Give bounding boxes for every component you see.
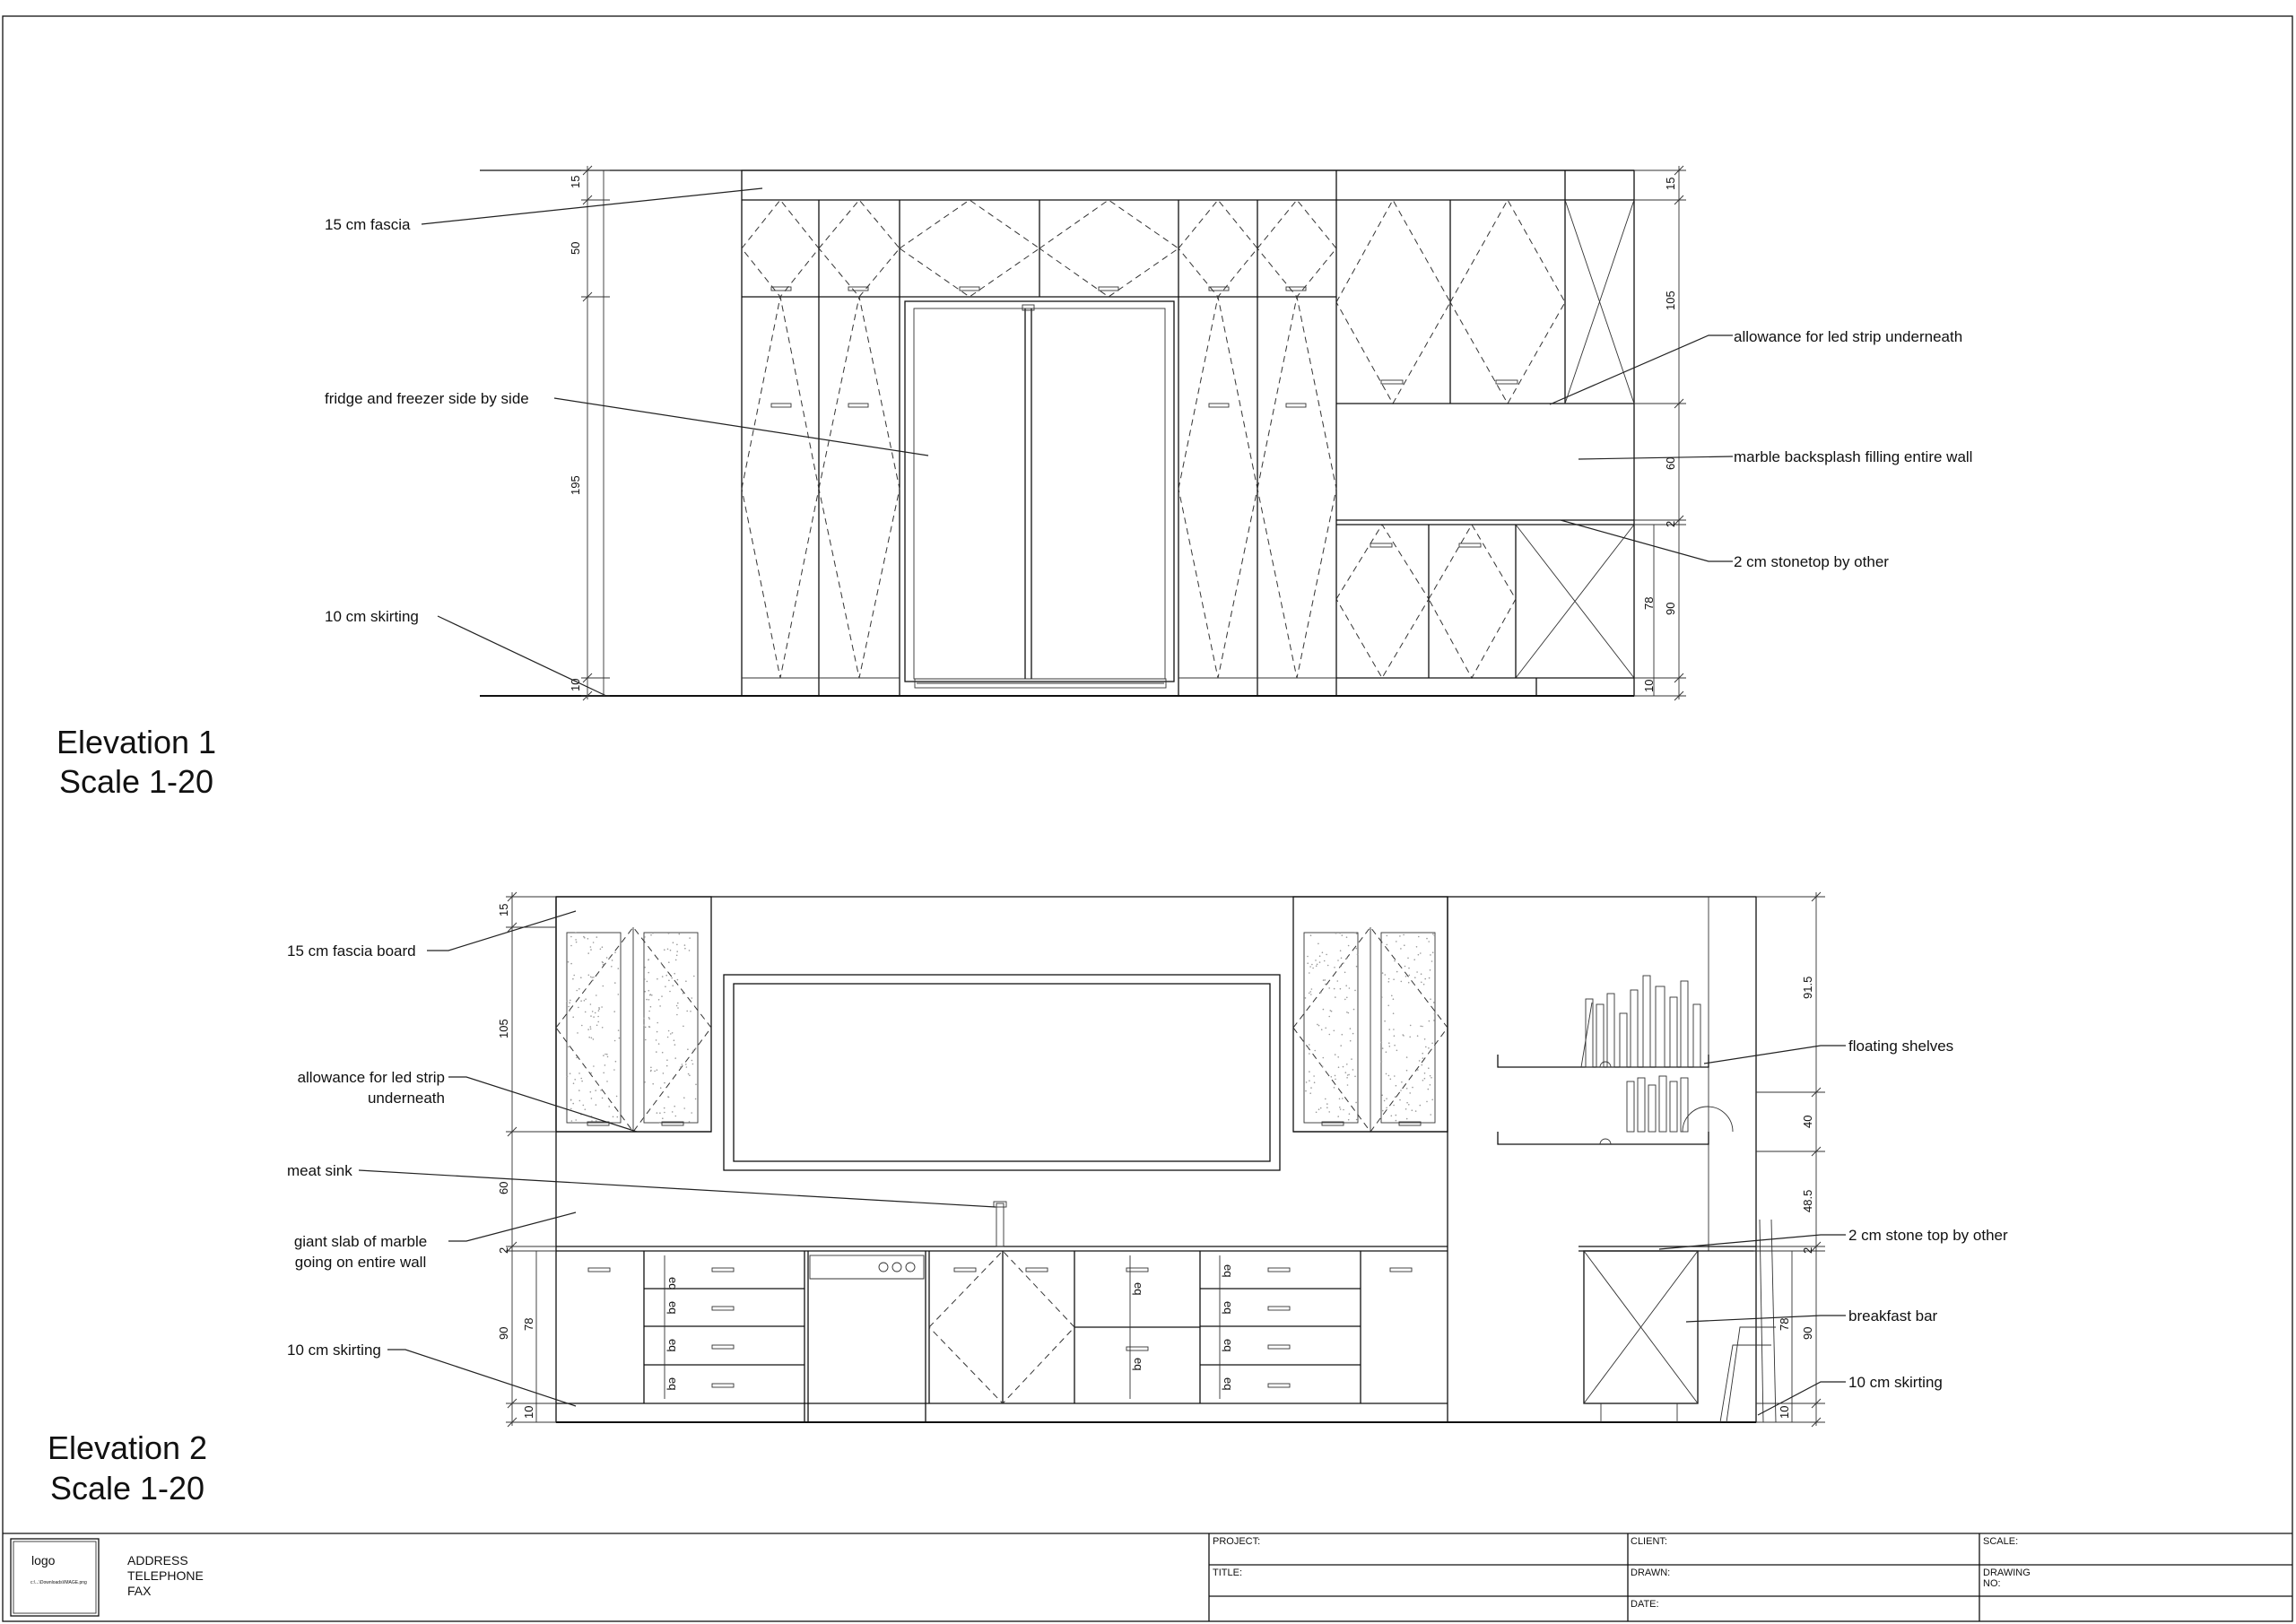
elevation-2-title: Elevation 2: [47, 1429, 208, 1466]
e1-dim-left-3: 195: [569, 475, 582, 495]
e2-dim-right-5: 78: [1778, 1317, 1791, 1331]
title-block: [3, 1533, 2292, 1621]
drawn-label: DRAWN:: [1631, 1568, 1671, 1578]
logo-caption: c:\...\Downloads\IMAGE.png: [30, 1580, 87, 1585]
e2-dim-right-6: 90: [1801, 1326, 1814, 1340]
logo: logo: [31, 1553, 56, 1568]
e2-dim-left-1: 15: [497, 903, 510, 916]
elevation-1-drawing: [480, 170, 1634, 696]
title-label: TITLE:: [1213, 1568, 1243, 1578]
e2-dim-right-2: 40: [1801, 1115, 1814, 1128]
elevation-1-dimensions: [581, 166, 1686, 700]
date-label: DATE:: [1631, 1599, 1659, 1610]
elevation-1-title: Elevation 1: [56, 724, 217, 760]
e2-note-skirting-right: 10 cm skirting: [1848, 1374, 1943, 1391]
marble-texture: [567, 932, 1436, 1123]
elevation-2-drawing: [556, 897, 1785, 1422]
e2-dim-left-4: 2: [497, 1246, 510, 1254]
e1-dim-right-2: 105: [1664, 291, 1677, 310]
e2-dim-left-5: 78: [522, 1317, 535, 1331]
e2-dim-right-4: 2: [1801, 1246, 1814, 1254]
drawing-no-label-2: NO:: [1983, 1578, 2001, 1589]
e2-note-marble-1: giant slab of marble: [293, 1233, 428, 1250]
e2-note-shelves: floating shelves: [1848, 1038, 1954, 1055]
drawing-no-label-1: DRAWING: [1983, 1568, 2031, 1578]
e1-note-fascia: 15 cm fascia: [325, 216, 411, 233]
e2-dim-right-7: 10: [1778, 1405, 1791, 1419]
eq-label: eq: [1132, 1358, 1145, 1371]
e1-dim-left-4: 10: [569, 678, 582, 691]
e1-dim-right-1: 15: [1664, 177, 1677, 190]
e2-dim-left-6: 90: [497, 1326, 510, 1340]
e2-note-breakfast: breakfast bar: [1848, 1307, 1938, 1324]
e1-dim-left-1: 15: [569, 175, 582, 188]
e2-dim-left-2: 105: [497, 1019, 510, 1038]
e1-note-backsplash: marble backsplash filling entire wall: [1734, 448, 1973, 465]
elevation-2-dimensions: [506, 892, 1825, 1427]
eq-label: eq: [1222, 1264, 1235, 1278]
eq-label: eq: [666, 1277, 680, 1290]
eq-label: eq: [1222, 1377, 1235, 1391]
e1-note-led: allowance for led strip underneath: [1734, 328, 1963, 345]
eq-label: eq: [666, 1301, 680, 1315]
address: ADDRESS: [127, 1553, 188, 1568]
e2-note-stonetop: 2 cm stone top by other: [1848, 1227, 2008, 1244]
e1-note-skirting: 10 cm skirting: [325, 608, 419, 625]
e2-dim-left-3: 60: [497, 1181, 510, 1194]
eq-label: eq: [1222, 1301, 1235, 1315]
eq-label: eq: [666, 1339, 680, 1352]
e1-dim-right-5: 78: [1642, 596, 1656, 610]
e2-dim-right-3: 48.5: [1801, 1189, 1814, 1212]
sheet-border: [3, 16, 2292, 1621]
e1-dim-left-2: 50: [569, 241, 582, 255]
scale-label: SCALE:: [1983, 1536, 2019, 1547]
e2-dim-left-7: 10: [522, 1405, 535, 1419]
e1-dim-right-3: 60: [1664, 456, 1677, 470]
e2-note-marble-2: going on entire wall: [294, 1254, 427, 1271]
elevation-1-scale: Scale 1-20: [58, 763, 214, 800]
eq-label: eq: [666, 1377, 680, 1391]
elevation-2-annotations: [287, 911, 2008, 1415]
e1-dim-right-6: 90: [1664, 602, 1677, 615]
e1-note-fridge: fridge and freezer side by side: [325, 390, 529, 407]
e1-dim-right-7: 10: [1642, 679, 1656, 692]
e2-note-sink: meat sink: [287, 1162, 352, 1179]
e2-note-skirting-left: 10 cm skirting: [287, 1342, 381, 1359]
eq-label: eq: [1132, 1282, 1145, 1296]
telephone: TELEPHONE: [127, 1568, 204, 1583]
fax: FAX: [127, 1584, 152, 1598]
e2-note-led-2: underneath: [367, 1090, 445, 1107]
e2-note-led-1: allowance for led strip: [297, 1069, 445, 1086]
eq-label: eq: [1222, 1339, 1235, 1352]
e1-note-stonetop: 2 cm stonetop by other: [1734, 553, 1889, 570]
e2-note-fascia: 15 cm fascia board: [287, 942, 416, 960]
elevation-1-dimension-labels: [569, 176, 1677, 692]
project-label: PROJECT:: [1213, 1536, 1261, 1547]
elevation-2-scale: Scale 1-20: [49, 1470, 205, 1507]
e2-dim-right-1: 91.5: [1801, 976, 1814, 999]
client-label: CLIENT:: [1631, 1536, 1667, 1547]
e1-dim-right-4: 2: [1664, 520, 1677, 527]
elevation-1-annotations: [325, 188, 1972, 696]
